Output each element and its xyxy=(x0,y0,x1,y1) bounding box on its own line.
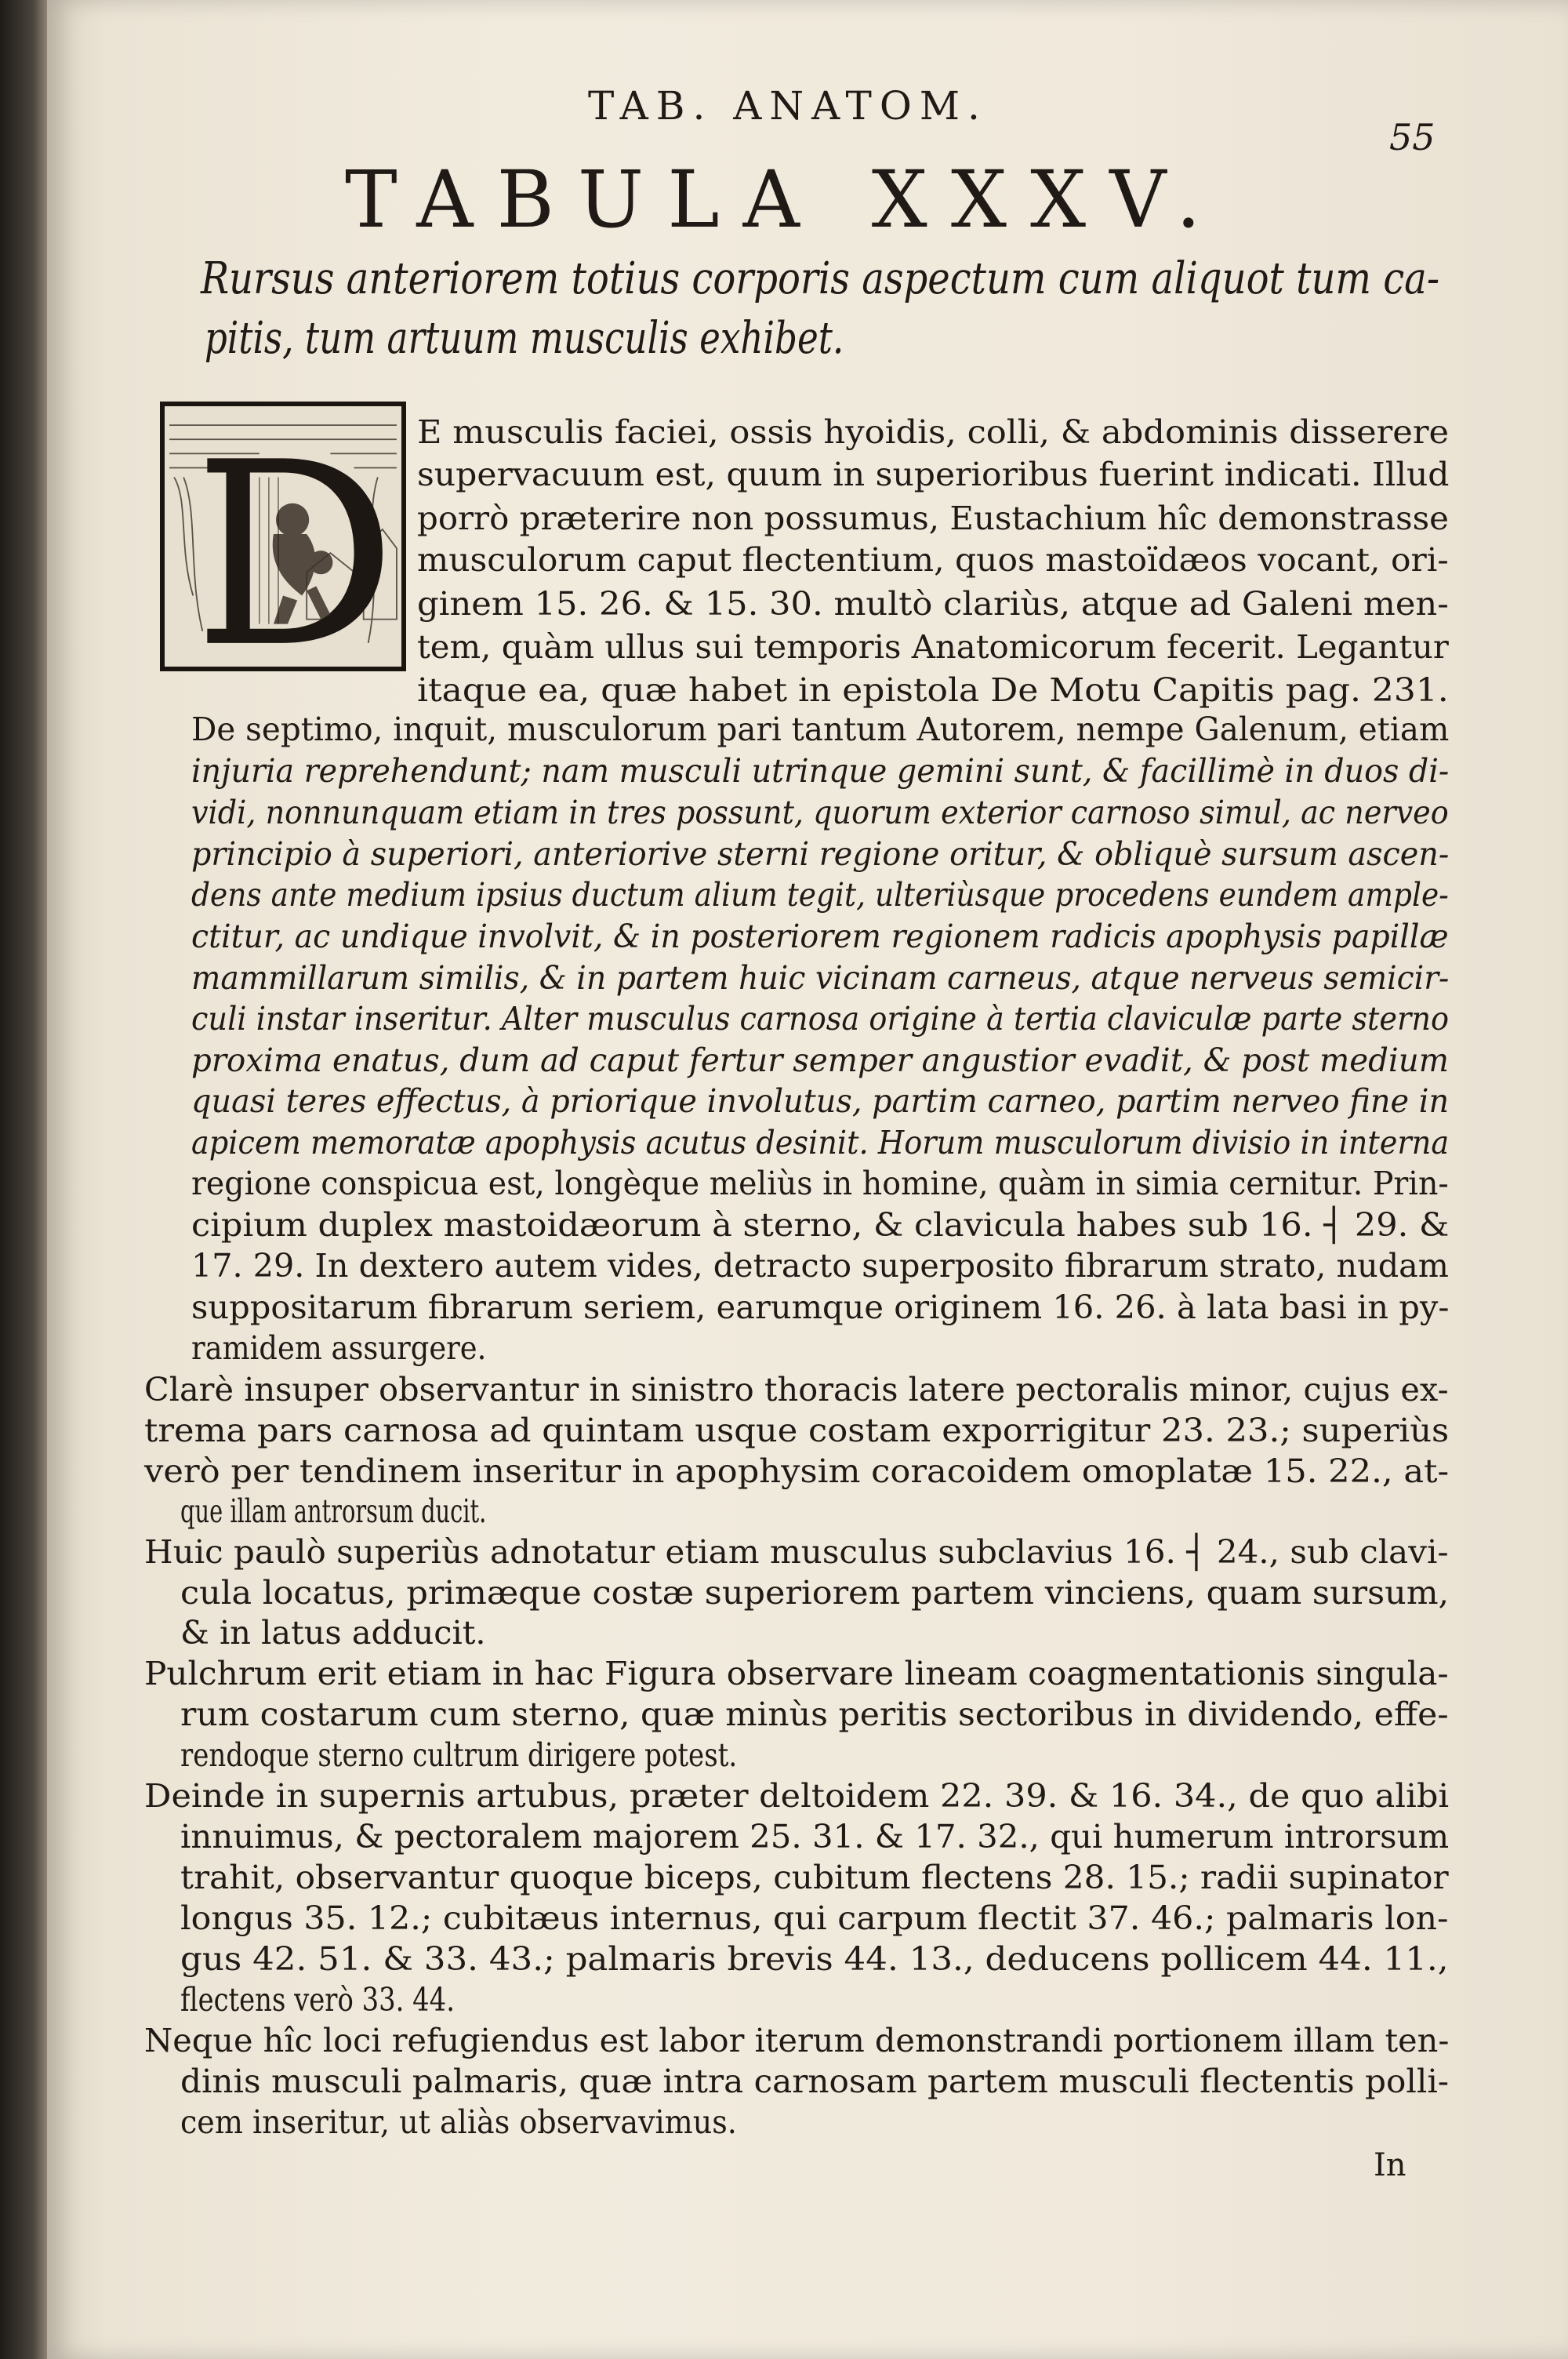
text-line: supervacuum est, quum in superioribus fuerint indicati. Illud xyxy=(417,456,1450,493)
book-spine-shadow xyxy=(0,0,47,2359)
text-line: tem, quàm ullus sui temporis Anatomicorum fecerit. Legantur xyxy=(417,628,1449,666)
text-line: trahit, observantur quoque biceps, cubitum flectens 28. 15.; radii supinator xyxy=(180,1859,1449,1896)
text-line: ctitur, ac undique involvit, & in posteriorem regionem radicis apophysis papillæ xyxy=(191,918,1449,955)
text-line: vidi, nonnunquam etiam in tres possunt, quorum exterior carnoso simul, ac nerveo xyxy=(191,794,1449,831)
text-line: suppositarum fibrarum seriem, earumque originem 16. 26. à lata basi in py- xyxy=(191,1289,1450,1326)
subtitle-line: pitis, tum artuum musculis exhibet. xyxy=(204,313,844,364)
subtitle-line: Rursus anteriorem totius corporis aspectum cum aliquot tum ca- xyxy=(201,253,1440,304)
text-line: ginem 15. 26. & 15. 30. multò clariùs, atque ad Galeni men- xyxy=(417,585,1449,623)
text-line: culi instar inseritur. Alter musculus carnosa origine à tertia claviculæ parte sterno xyxy=(191,1000,1450,1038)
text-line: Neque hîc loci refugiendus est labor iterum demonstrandi portionem illam ten- xyxy=(144,2022,1450,2059)
text-line: & in latus adducit. xyxy=(180,1614,486,1652)
text-line: De septimo, inquit, musculorum pari tantum Autorem, nempe Galenum, etiam xyxy=(191,711,1450,748)
text-line: Pulchrum erit etiam in hac Figura observare lineam coagmentationis singula- xyxy=(144,1655,1449,1692)
text-line: itaque ea, quæ habet in epistola De Motu Capitis pag. 231. xyxy=(417,671,1449,709)
text-line: quasi teres effectus, à priorique involutus, partim carneo, partim nerveo fine in xyxy=(191,1082,1450,1120)
text-line: regione conspicua est, longèque meliùs in homine, quàm in simia cernitur. Prin- xyxy=(191,1165,1449,1202)
text-line: longus 35. 12.; cubitæus internus, qui carpum flectit 37. 46.; palmaris lon- xyxy=(180,1899,1449,1937)
text-line: mammillarum similis, & in partem huic vicinam carneus, atque nerveus semicir- xyxy=(191,959,1450,997)
catch-word: In xyxy=(1374,2147,1406,2183)
text-line: Clarè insuper observantur in sinistro thoracis latere pectoralis minor, cujus ex- xyxy=(144,1371,1449,1408)
text-line: E musculis faciei, ossis hyoidis, colli, & abdominis disserere xyxy=(417,413,1450,451)
text-line: gus 42. 51. & 33. 43.; palmaris brevis 44. 13., deducens pollicem 44. 11., xyxy=(180,1940,1449,1978)
text-line: cem inseritur, ut aliàs observavimus. xyxy=(180,2103,737,2141)
text-line: principio à superiori, anteriorive sterni regione oritur, & obliquè sursum ascen- xyxy=(191,835,1450,873)
text-line: rum costarum cum sterno, quæ minùs peritis sectoribus in dividendo, effe- xyxy=(180,1696,1449,1733)
text-line: flectens verò 33. 44. xyxy=(180,1981,455,2019)
text-line: 17. 29. In dextero autem vides, detracto superposito fibrarum strato, nudam xyxy=(191,1247,1449,1285)
page-number: 55 xyxy=(1389,116,1436,158)
text-line: musculorum caput flectentium, quos mastoïdæos vocant, ori- xyxy=(417,541,1449,579)
text-line: dinis musculi palmaris, quæ intra carnosam partem musculi flectentis polli- xyxy=(180,2063,1450,2100)
text-line: dens ante medium ipsius ductum alium tegit, ulteriùsque procedens eundem ample- xyxy=(191,876,1449,914)
text-line: que illam antrorsum ducit. xyxy=(180,1492,487,1530)
text-line: ramidem assurgere. xyxy=(191,1329,487,1367)
text-line: proxima enatus, dum ad caput fertur semper angustior evadit, & post medium xyxy=(191,1041,1449,1079)
decorated-initial-icon xyxy=(160,402,406,671)
text-line: trema pars carnosa ad quintam usque costam exporrigitur 23. 23.; superiùs xyxy=(144,1412,1450,1449)
plate-title: TABULA XXXV. xyxy=(345,154,1225,245)
text-line: cipium duplex mastoidæorum à sterno, & clavicula habes sub 16. ┤ 29. & xyxy=(191,1206,1450,1244)
text-line: cula locatus, primæque costæ superiorem partem vinciens, quam sursum, xyxy=(180,1574,1450,1612)
text-line: porrò præterire non possumus, Eustachium hîc demonstrasse xyxy=(417,500,1449,537)
plate-subtitle xyxy=(201,249,1439,369)
running-head: TAB. ANATOM. xyxy=(588,83,988,129)
text-line: Huic paulò superiùs adnotatur etiam musculus subclavius 16. ┤ 24., sub clavi- xyxy=(144,1533,1449,1571)
text-line: injuria reprehendunt; nam musculi utrinque gemini sunt, & facillimè in duos di- xyxy=(191,752,1450,790)
text-line: innuimus, & pectoralem majorem 25. 31. & 17. 32., qui humerum introrsum xyxy=(180,1818,1450,1856)
text-line: rendoque sterno cultrum dirigere potest. xyxy=(180,1736,738,1774)
text-line: verò per tendinem inseritur in apophysim coracoidem omoplatæ 15. 22., at- xyxy=(144,1452,1450,1490)
text-line: Deinde in supernis artubus, præter deltoidem 22. 39. & 16. 34., de quo alibi xyxy=(144,1777,1450,1815)
text-line: apicem memoratæ apophysis acutus desinit. Horum musculorum divisio in interna xyxy=(191,1124,1450,1161)
book-page xyxy=(47,0,1568,2359)
